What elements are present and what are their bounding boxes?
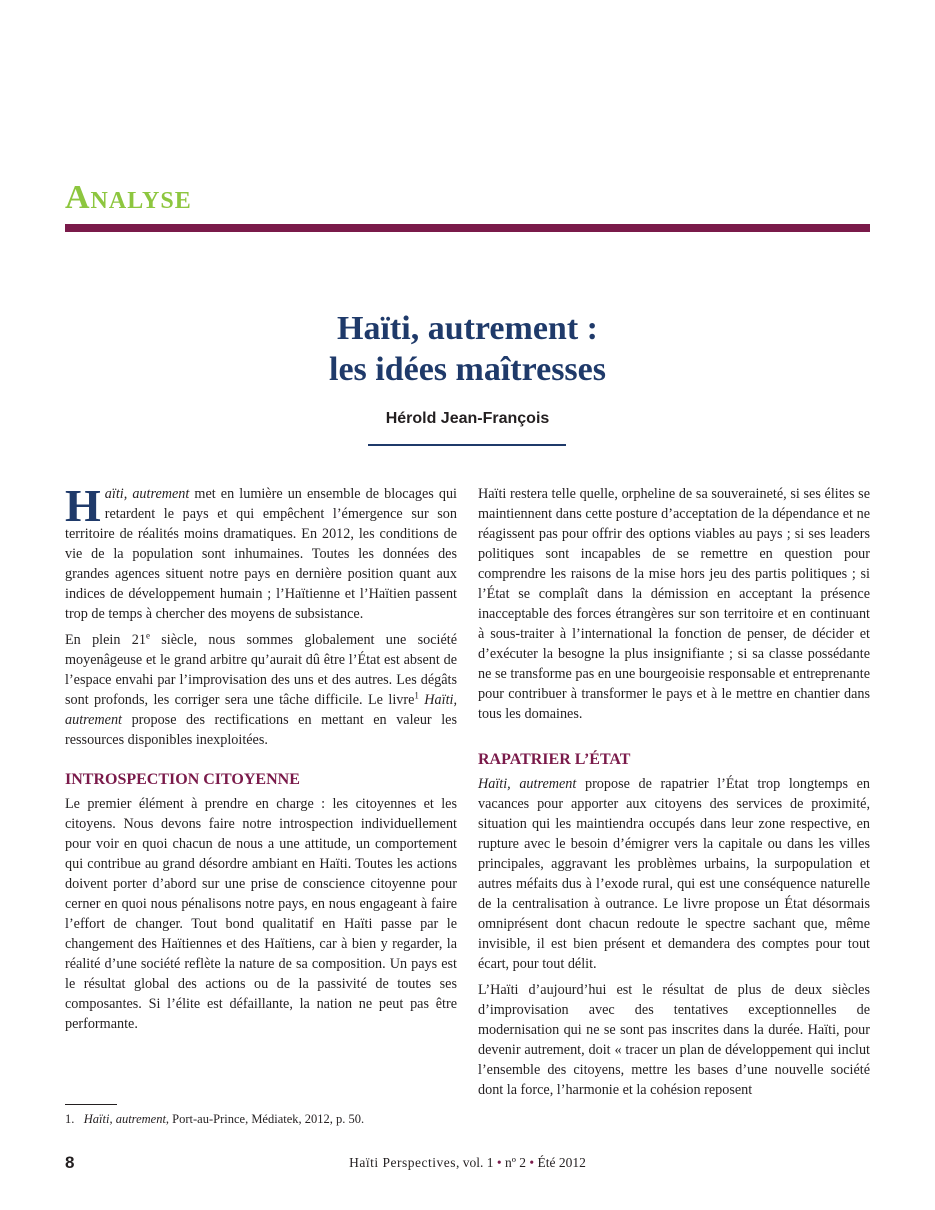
bullet-separator: • bbox=[496, 1155, 502, 1170]
bullet-separator: • bbox=[529, 1155, 535, 1170]
title-line-1: Haïti, autrement : bbox=[337, 310, 598, 347]
article-author: Hérold Jean-François bbox=[385, 410, 550, 427]
drop-cap: H bbox=[65, 480, 101, 531]
article-title bbox=[65, 308, 870, 390]
page-number: 8 bbox=[65, 1153, 75, 1172]
running-footer: Haïti Perspectives, vol. 1 • nº 2 • Été 2012 bbox=[349, 1155, 586, 1170]
paragraph: Haïti restera telle quelle, orpheline de sa souveraineté, si ses élites se maintiennent dans cette posture d’acceptation de la dépendance et ne réagissent pas pour offrir des options viables au pays ; si ses leaders politiques sont incapables de se remettre en question pour comprendre les raisons de la mise hors jeu des partis politiques ; si l’État se complaît dans la démission en acceptant la présence inacceptable des forces étrangères sur son territoire et en continuant à sous-traiter à l’international la fonction de penser, de décider et d’exécuter la besogne la plus insignifiante ; si sa classe possédante ne se transforme pas en une bourgeoisie responsable et entreprenante pour contribuer à transformer le pays et à le mettre en chantier dans tous les domaines. bbox=[478, 486, 870, 722]
journal-name: Haïti Perspectives bbox=[349, 1155, 456, 1170]
paragraph: L’Haïti d’aujourd’hui est le résultat de plus de deux siècles d’improvisation avec des tentatives exceptionnelles de modernisation qui ne se sont pas inscrites dans la durée. Haïti, pour devenir autrement, doit « tracer un plan de développement qui inclut l’ensemble des citoyens, mettre les bases d’une nouvelle société dont la force, l’harmonie et la cohésion reposent bbox=[478, 982, 870, 1098]
footnote: 1. Haïti, autrement, Port-au-Prince, Médiatek, 2012, p. 50. bbox=[65, 1112, 365, 1126]
paragraph: En plein 21e siècle, nous sommes globalement une société moyenâgeuse et le grand arbitre qu’aurait dû être l’État est absent de l’espace envahi par l’improvisation des uns et des autres. Les dégâts sont profonds, les corriger sera une tâche difficile. Le livre$^1$ Haïti, autrement propose des rectifications en mettant en valeur les ressources disponibles inexploitées. bbox=[65, 630, 457, 748]
title-line-2: les idées maîtresses bbox=[329, 351, 606, 388]
paragraph: Haïti, autrement met en lumière un ensemble de blocages qui retardent le pays et qui empêchent l’émergence sur son territoire de réalités moins dramatiques. En 2012, les conditions de vie de la population sont inhumaines. Toutes les données des grandes agences situent notre pays en dernière position quant aux indices de développement humain ; l’Haïtienne et l’Haïtien passent trop de temps à chercher des moyens de subsistance. bbox=[65, 480, 457, 622]
section-label: Analyse bbox=[65, 179, 192, 216]
left-column bbox=[65, 480, 457, 1040]
book-title: Haïti, autrement bbox=[478, 776, 577, 792]
subheading: RAPATRIER L’ÉTAT bbox=[478, 751, 631, 768]
paragraph: Haïti, autrement propose de rapatrier l’État trop longtemps en vacances pour apporter aux citoyens des services de proximité, situation qui les maintiendra occupés dans leur zone respective, en rupture avec le besoin d’émigrer vers la capitale ou dans les villes principales, aggravant les problèmes urbains, la surpopulation et autres méfaits dus à l’exode rural, qui est une conséquence naturelle de la centralisation à outrance. Le livre propose un État désormais omniprésent dont chacun redoute le spectre sachant que, même invisible, il est bien présent et demandera des comptes pour tout écart, pour tout délit. bbox=[478, 776, 870, 972]
paragraph: Le premier élément à prendre en charge : les citoyennes et les citoyens. Nous devons faire notre introspection individuellement pour voir en quoi chacun de nous a une attitude, un comportement qui contribue au grand désordre ambiant en Haïti. Toutes les actions doivent porter d’abord sur une prise de conscience citoyenne pour cerner en quoi nous pénalisons notre pays, en nous engageant à faire l’effort de changer. Tout bond qualitatif en Haïti passe par le changement des Haïtiennes et des Haïtiens, car à bien y regarder, la réalité d’une société reflète la nature de sa composition. Un pays est le résultat global des actions ou de la passivité de toutes ses composantes. Si l’élite est défaillante, la nation ne peut pas être performante. bbox=[65, 796, 457, 1032]
subheading: INTROSPECTION CITOYENNE bbox=[65, 771, 300, 788]
section-rule bbox=[65, 224, 870, 232]
book-title: Haïti, autrement bbox=[65, 692, 457, 728]
book-title: aïti, autrement bbox=[104, 486, 190, 502]
right-column bbox=[478, 484, 870, 1106]
footnote-ref[interactable]: 1 bbox=[414, 690, 419, 701]
author-rule bbox=[368, 444, 566, 446]
footnote-rule bbox=[65, 1104, 117, 1105]
